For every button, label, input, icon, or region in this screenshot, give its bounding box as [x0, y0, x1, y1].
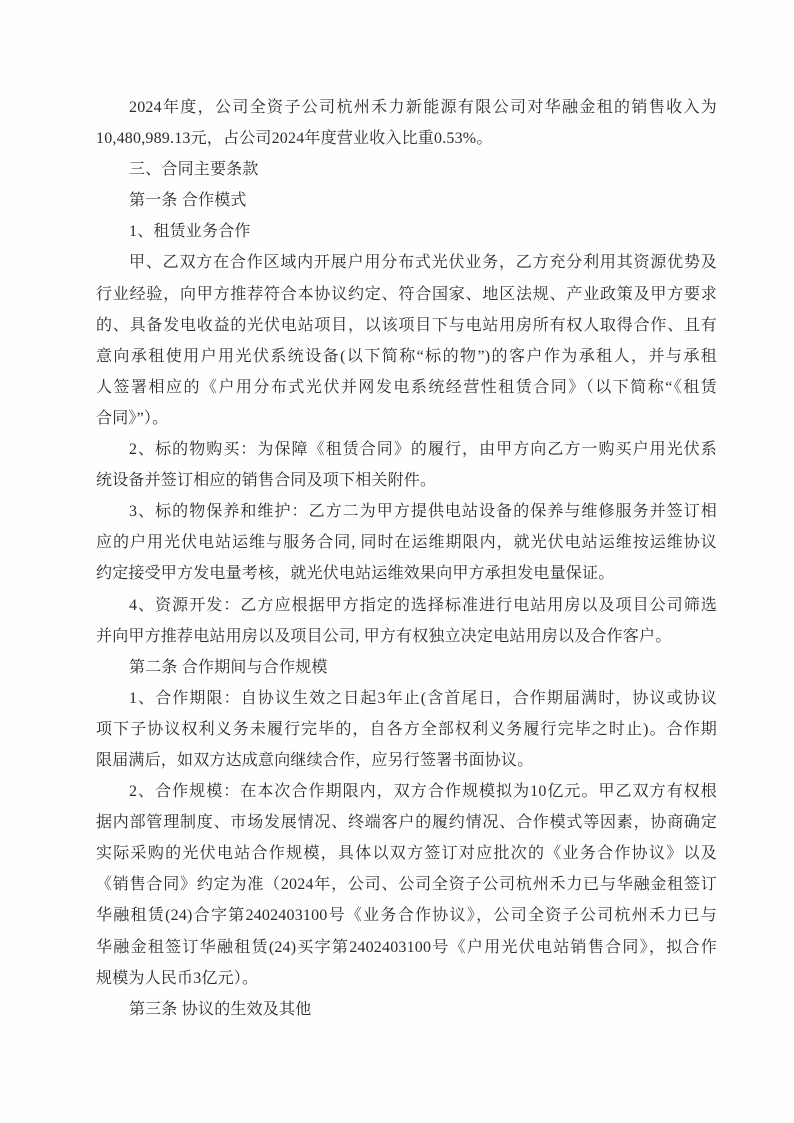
document-line: 应的户用光伏电站运维与服务合同, 同时在运维期限内，就光伏电站运维按运维协议 [96, 534, 717, 552]
document-line: 并向甲方推荐电站用房以及项目公司, 甲方有权独立决定电站用房以及合作客户。 [96, 627, 672, 645]
document-line: 第二条 合作期间与合作规模 [129, 658, 328, 676]
document-body [96, 92, 717, 1025]
document-line: 2、标的物购买：为保障《租赁合同》的履行，由甲方向乙方一购买户用光伏系 [129, 441, 717, 459]
document-line: 合同》”）。 [96, 409, 169, 427]
document-line: 三、合同主要条款 [129, 161, 259, 179]
document-line: 华融金租签订华融租赁(24)买字第2402403100号《户用光伏电站销售合同》，拟合作 [96, 938, 717, 956]
document-line: 约定接受甲方发电量考核，就光伏电站运维效果向甲方承担发电量保证。 [96, 565, 615, 583]
document-line: 甲、乙双方在合作区域内开展户用分布式光伏业务，乙方充分利用其资源优势及 [129, 254, 717, 272]
document-line: 第一条 合作模式 [129, 192, 247, 210]
document-line: 意向承租使用户用光伏系统设备(以下简称“标的物”)的客户作为承租人，并与承租 [96, 347, 717, 365]
document-line: 限届满后，如双方达成意向继续合作，应另行签署书面协议。 [96, 751, 534, 769]
document-line: 1、合作期限：自协议生效之日起3年止(含首尾日，合作期届满时，协议或协议 [129, 689, 717, 707]
document-line: 10,480,989.13元，占公司2024年度营业收入比重0.53%。 [96, 130, 493, 148]
document-line: 统设备并签订相应的销售合同及项下相关附件。 [96, 472, 437, 490]
document-line: 行业经验，向甲方推荐符合本协议约定、符合国家、地区法规、产业政策及甲方要求 [96, 285, 717, 303]
document-line: 人签署相应的《户用分布式光伏并网发电系统经营性租赁合同》（以下简称“《租赁 [96, 378, 717, 396]
document-line: 2、合作规模：在本次合作期限内，双方合作规模拟为10亿元。甲乙双方有权根 [129, 783, 717, 801]
document-line: 2024年度，公司全资子公司杭州禾力新能源有限公司对华融金租的销售收入为 [129, 99, 717, 116]
document-line: 4、资源开发：乙方应根据甲方指定的选择标准进行电站用房以及项目公司筛选 [129, 596, 717, 614]
document-line: 3、标的物保养和维护：乙方二为甲方提供电站设备的保养与维修服务并签订相 [129, 503, 717, 521]
document-line: 据内部管理制度、市场发展情况、终端客户的履约情况、合作模式等因素，协商确定 [96, 814, 717, 832]
document-line: 的、具备发电收益的光伏电站项目，以该项目下与电站用房所有权人取得合作、且有 [96, 316, 717, 334]
document-line: 实际采购的光伏电站合作规模，具体以双方签订对应批次的《业务合作协议》以及 [96, 845, 717, 863]
document-line: 《销售合同》约定为准（2024年，公司、公司全资子公司杭州禾力已与华融金租签订 [96, 876, 717, 894]
document-line: 1、租赁业务合作 [129, 223, 251, 241]
document-line: 华融租赁(24)合字第2402403100号《业务合作协议》，公司全资子公司杭州禾力已与 [96, 907, 717, 925]
document-line: 规模为人民币3亿元）。 [96, 969, 259, 987]
document-line: 第三条 协议的生效及其他 [129, 1000, 312, 1018]
document-line: 项下子协议权利义务未履行完毕的，自各方全部权利义务履行完毕之时止)。合作期 [96, 720, 717, 738]
